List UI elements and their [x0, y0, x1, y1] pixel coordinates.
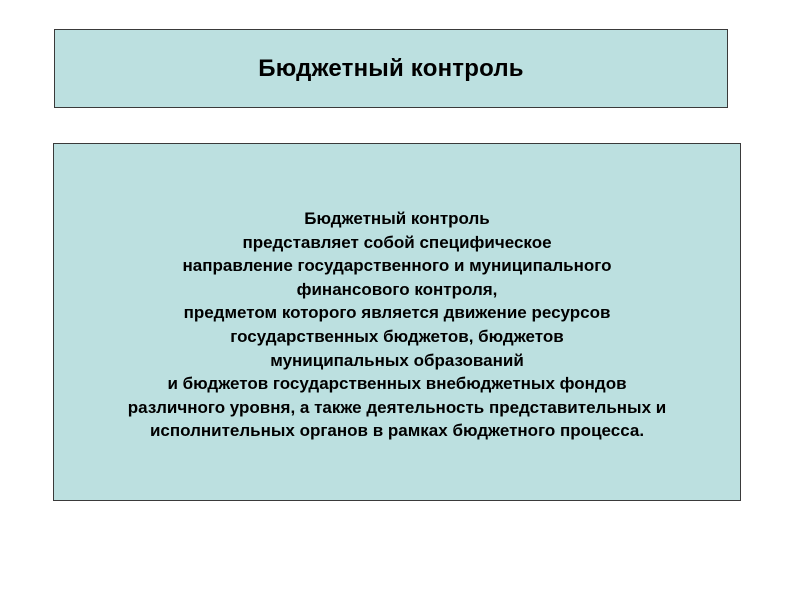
definition-line: различного уровня, а также деятельность представительных и: [127, 397, 667, 417]
definition-line: государственных бюджетов, бюджетов: [230, 327, 564, 346]
definition-line: предметом которого является движение ресурсов: [183, 303, 611, 323]
definition-text: [128, 207, 666, 443]
definition-line: финансового контроля,: [296, 279, 498, 299]
definition-line: представляет собой специфическое: [242, 232, 552, 252]
definition-box: [53, 143, 741, 501]
definition-line: направление государственного и муниципального: [182, 256, 612, 276]
slide-title: Бюджетный контроль: [258, 54, 524, 82]
title-box: [54, 29, 728, 108]
definition-line: муниципальных образований: [270, 350, 524, 370]
definition-line: и бюджетов государственных внебюджетных фондов: [167, 374, 627, 394]
definition-line: Бюджетный контроль: [304, 209, 490, 229]
definition-line: исполнительных органов в рамках бюджетного процесса.: [149, 421, 645, 441]
